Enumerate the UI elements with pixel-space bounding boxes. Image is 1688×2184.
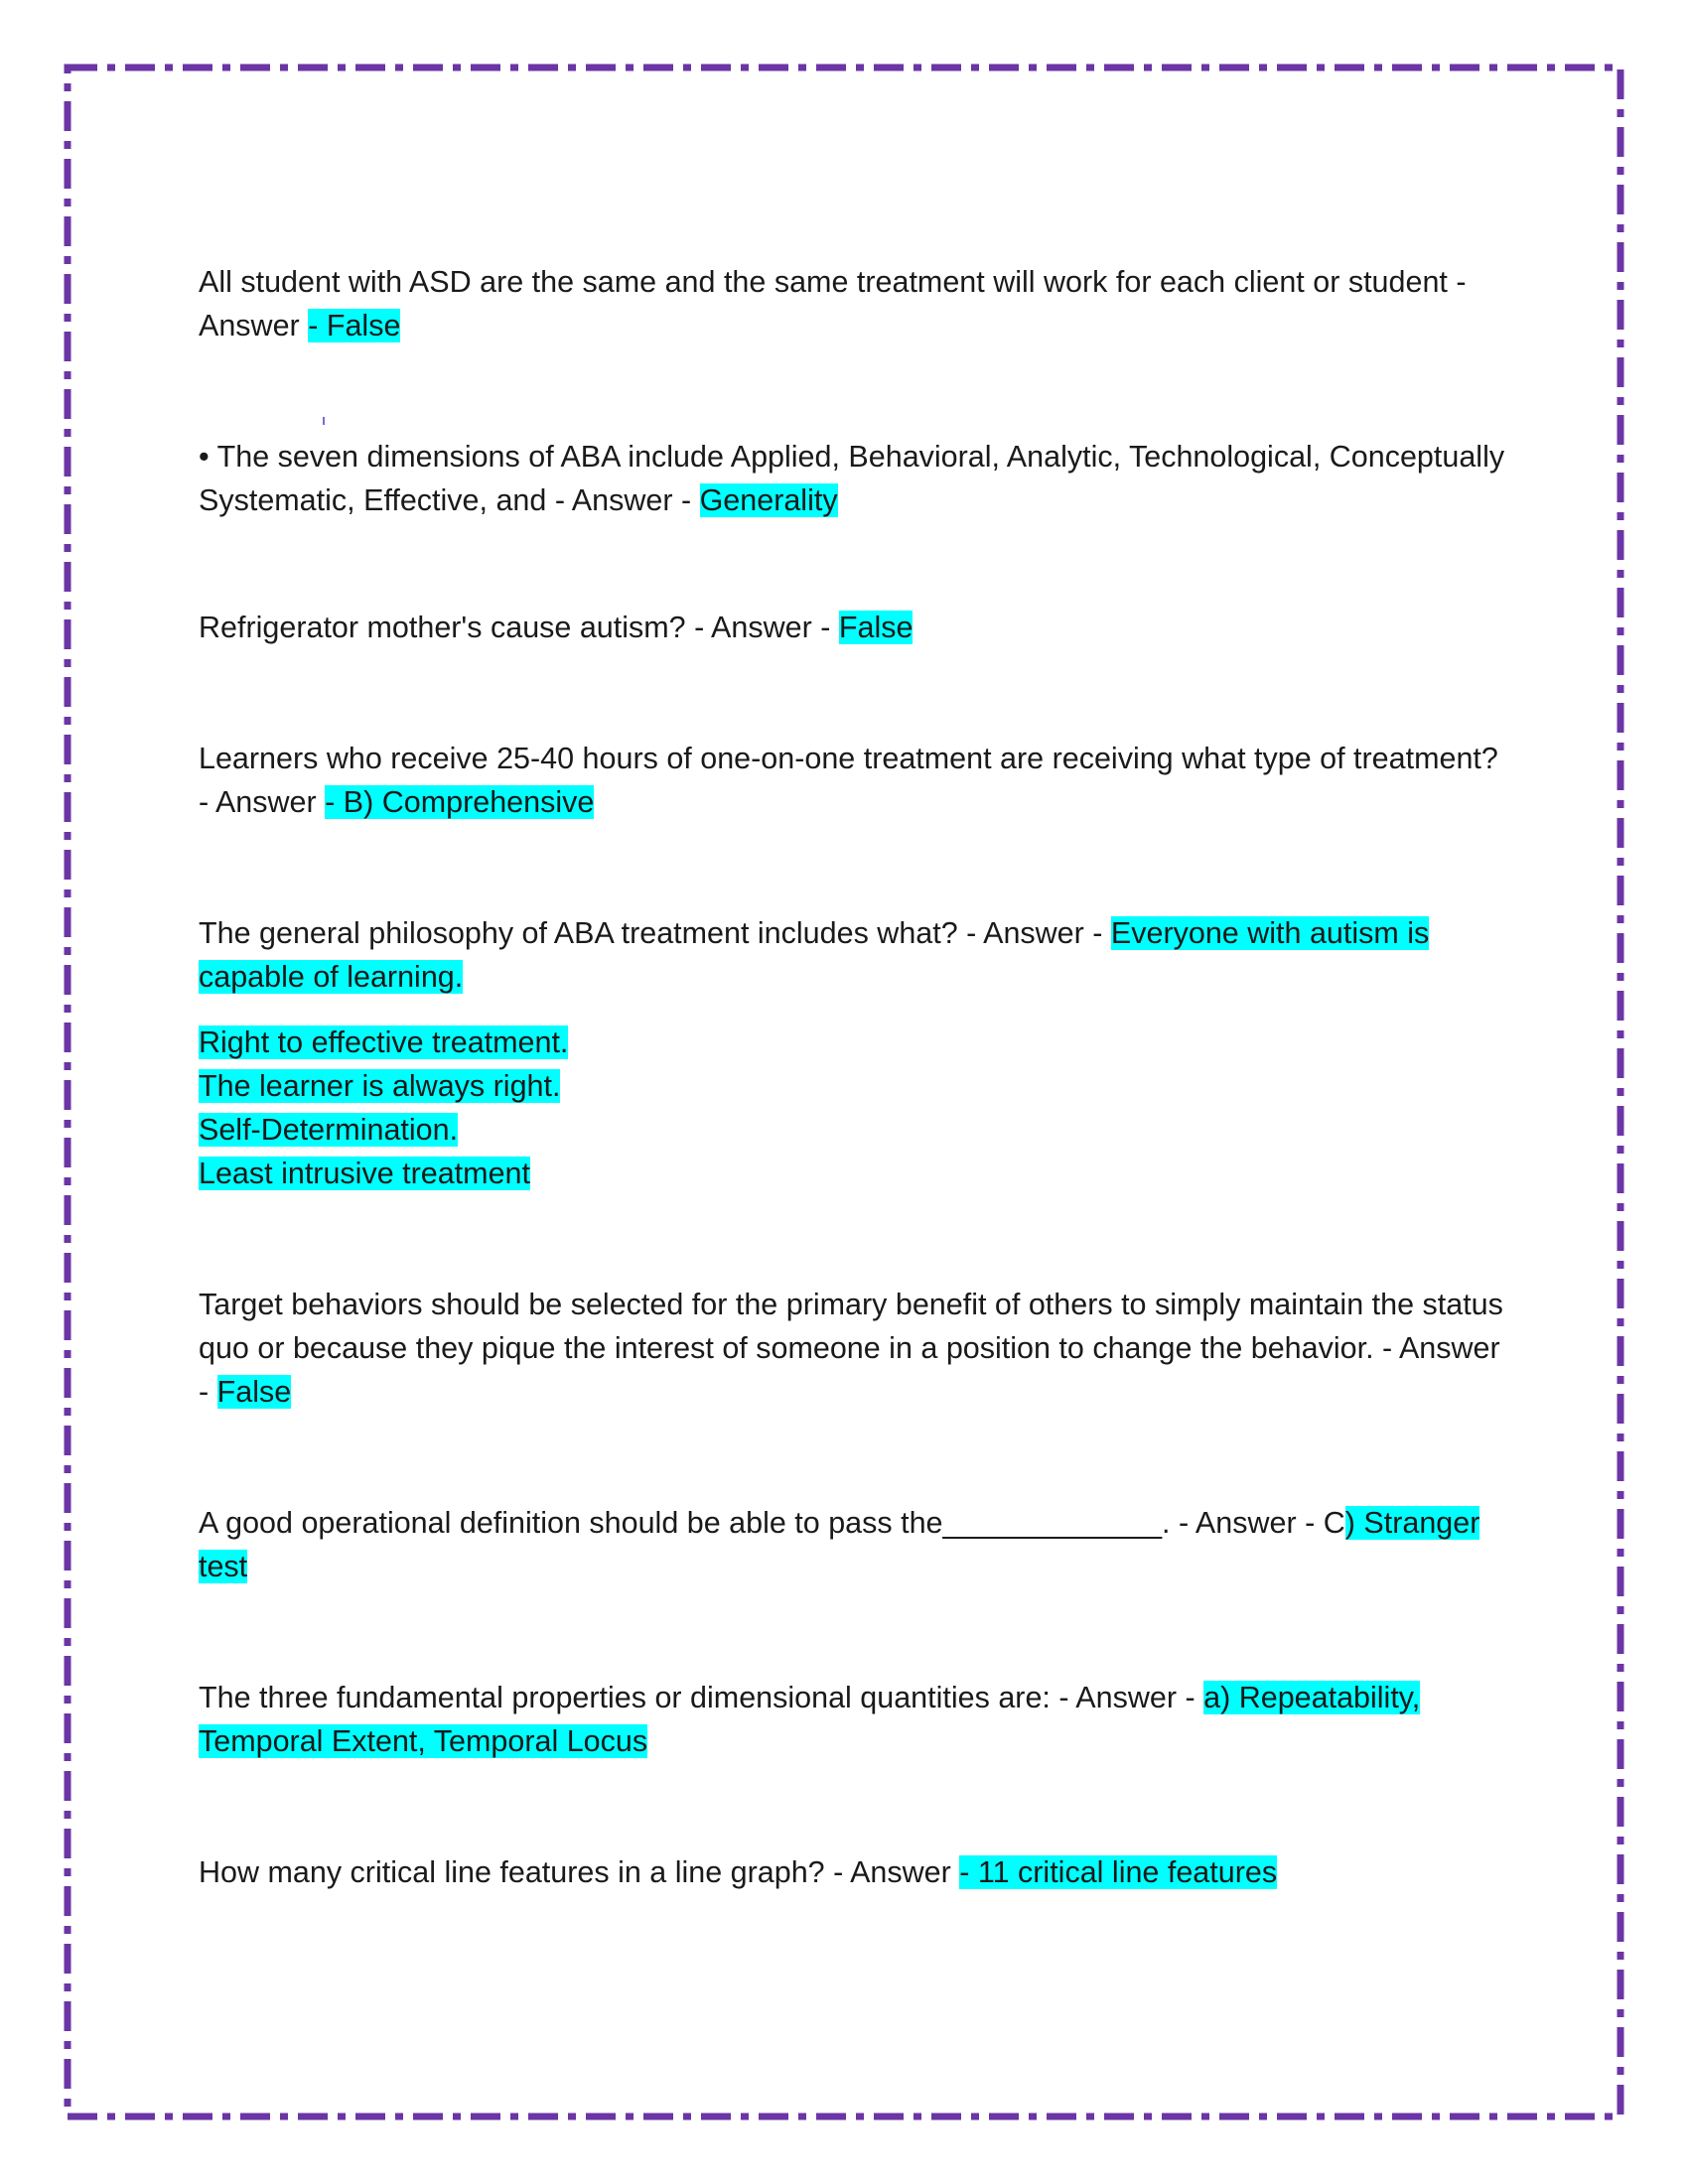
qa-text [199,260,1509,347]
answer-highlight: a) Repeatability, Temporal Extent, Temporal Locus [199,1681,1421,1758]
list-item: The learner is always right. [199,1069,561,1103]
qa-item-2 [199,435,1509,522]
qa-item-1 [199,260,1509,347]
answer-highlight: ) Stranger test [199,1506,1480,1583]
qa-item-5 [199,911,1509,1195]
qa-text [199,1676,1509,1763]
qa-item-4 [199,737,1509,824]
document-body [199,260,1509,1981]
question: • The seven dimensions of ABA include Applied, Behavioral, Analytic, Technological, Conceptually Systematic, Effective, and - Answer - [199,440,1505,517]
answer-highlight: Everyone with autism is capable of learning. [199,916,1430,994]
question: The general philosophy of ABA treatment includes what? - Answer - [199,916,1111,950]
question: How many critical line features in a line graph? - Answer [199,1855,960,1889]
answer-highlight: Generality [699,483,838,517]
qa-text [199,1850,1509,1894]
question: Target behaviors should be selected for the primary benefit of others to simply maintain the status quo or because they pique the interest of someone in a position to change the behavior. - Answer - [199,1288,1503,1409]
answer-highlight: False [838,611,914,644]
list-item: Right to effective treatment. [199,1025,569,1059]
qa-text [199,737,1509,824]
question: All student with ASD are the same and the same treatment will work for each client or student - Answer [199,265,1467,342]
qa-text [199,606,1509,649]
list-item: Self-Determination. [199,1113,459,1147]
answer-highlight: - 11 critical line features [959,1855,1278,1889]
qa-item-3 [199,606,1509,649]
question: A good operational definition should be able to pass the_____________. - Answer - C [199,1506,1345,1540]
qa-item-8 [199,1676,1509,1763]
qa-text [199,911,1509,999]
question: The three fundamental properties or dimensional quantities are: - Answer - [199,1681,1204,1714]
qa-item-7 [199,1501,1509,1588]
answer-highlight: False [216,1375,292,1409]
qa-item-6 [199,1283,1509,1414]
question: Refrigerator mother's cause autism? - Answer - [199,611,839,644]
philosophy-list [199,1021,1509,1195]
list-item: Least intrusive treatment [199,1157,530,1190]
qa-text [199,1501,1509,1588]
qa-text [199,1283,1509,1414]
qa-item-9 [199,1850,1509,1894]
question: Learners who receive 25-40 hours of one-on-one treatment are receiving what type of treatment? - Answer [199,742,1498,819]
qa-text [199,435,1509,522]
answer-highlight: - B) Comprehensive [325,785,595,819]
answer-highlight: - False [308,309,401,342]
